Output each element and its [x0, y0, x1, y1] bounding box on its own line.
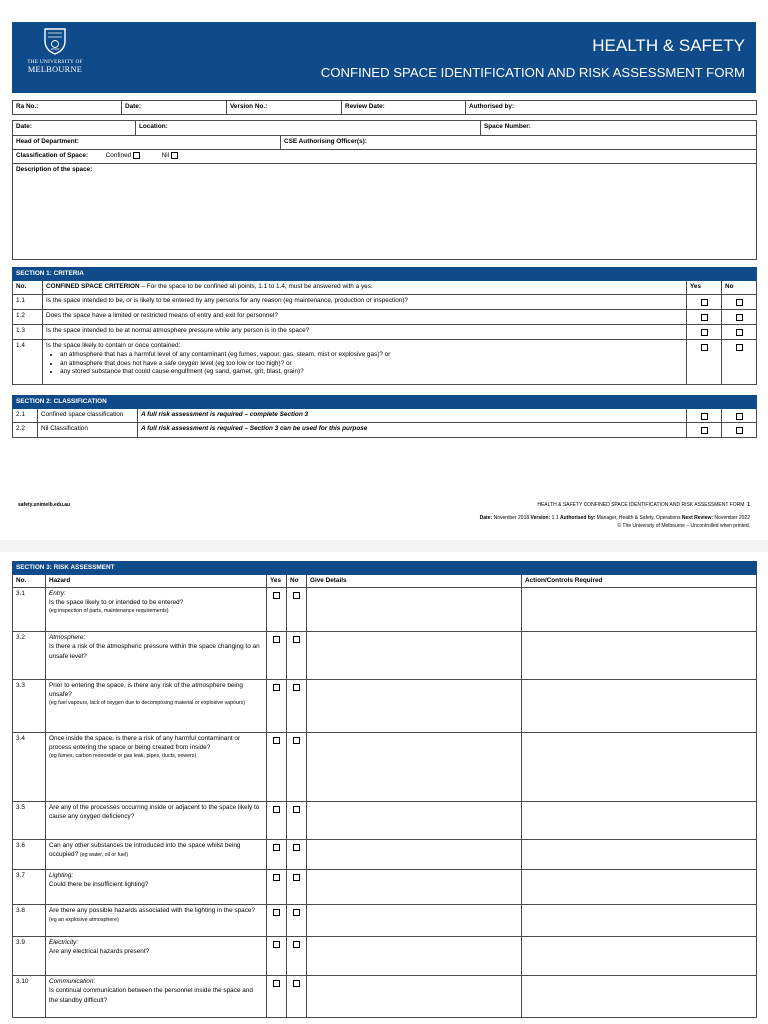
criterion-heading: CONFINED SPACE CRITERION	[46, 283, 140, 290]
hazard-question: Are there any possible hazards associated with the lighting in the space?	[49, 907, 256, 914]
hazard-no: 3.7	[13, 870, 46, 905]
hazard-3-7-yes-checkbox[interactable]	[273, 874, 280, 881]
hazard-no: 3.2	[13, 632, 46, 680]
authorised-by-field[interactable]: Authorised by:	[466, 101, 757, 115]
criteria-1-3-no-checkbox[interactable]	[736, 329, 743, 336]
hazard-no: 3.4	[13, 733, 46, 802]
hazard-cell	[46, 976, 267, 1018]
hazard-3-5-yes-checkbox[interactable]	[273, 806, 280, 813]
hazard-question: Is continual communication between the personnel inside the space and the standby difficult?	[49, 987, 253, 1004]
hazard-question: Once inside the space, is there a risk of any harmful contaminant or process entering the space or being created from inside?	[49, 735, 241, 752]
hazard-3-8-no-checkbox[interactable]	[293, 909, 300, 916]
hazard-cell	[46, 870, 267, 905]
hazard-3-8-action-field[interactable]	[522, 905, 757, 937]
section3-table	[12, 561, 757, 1018]
criteria-bullet: • an atmosphere that does not have a safe oxygen level (eg too low or too high)? or	[60, 360, 683, 368]
hazard-cell	[46, 632, 267, 680]
hazard-3-10-yes-checkbox[interactable]	[273, 980, 280, 987]
footer-date-value: November 2018	[493, 515, 530, 521]
hazard-question: Prior to entering the space, is there any risk of the atmosphere being unsafe?	[49, 682, 243, 699]
header-subtitle: CONFINED SPACE IDENTIFICATION AND RISK ASSESSMENT FORM	[320, 65, 745, 80]
footer-date-label: Date:	[479, 515, 493, 521]
criterion-instruction: – For the space to be confined all points, 1.1 to 1.4, must be answered with a yes.	[139, 283, 373, 290]
footer-page-number: 1	[747, 502, 750, 508]
criteria-text: Is the space likely to contain or once contained:	[46, 342, 181, 349]
university-logo	[24, 26, 86, 88]
criteria-no: 1.4	[13, 340, 43, 385]
footer-copyright: © The University of Melbourne – Uncontrolled when printed.	[617, 522, 750, 529]
section3-col-no2: No	[287, 575, 307, 588]
logo-line2: MELBOURNE	[27, 65, 83, 74]
hazard-3-10-details-field[interactable]	[307, 976, 522, 1018]
classification-2-2-yes-checkbox[interactable]	[701, 427, 708, 434]
footer-auth-label: Authorised by:	[560, 515, 596, 521]
hazard-no: 3.3	[13, 680, 46, 733]
hazard-cell	[46, 588, 267, 632]
head-of-department-field[interactable]: Head of Department:	[13, 136, 281, 150]
hazard-3-1-action-field[interactable]	[522, 588, 757, 632]
hazard-3-8-yes-checkbox[interactable]	[273, 909, 280, 916]
hazard-label: Entry:	[49, 590, 66, 597]
hazard-3-4-details-field[interactable]	[307, 733, 522, 802]
criteria-text: Is the space intended to be, or is likely to be entered by any persons for any reason (eg maintenance, production or inspection)?	[43, 295, 687, 310]
hazard-question: Can any other substances be introduced into the space whilst being occupied?	[49, 842, 241, 859]
classification-label: Nil Classification	[38, 423, 138, 437]
location-field[interactable]: Location:	[136, 121, 481, 136]
confined-label: Confined	[105, 152, 132, 159]
hazard-cell	[46, 802, 267, 840]
details-table	[12, 120, 757, 260]
criteria-no: 1.1	[13, 295, 43, 310]
classification-2-2-no-checkbox[interactable]	[736, 427, 743, 434]
details-row1-table	[12, 100, 757, 115]
criteria-text: Is the space intended to be at normal atmosphere pressure while any person is in the space?	[43, 325, 687, 340]
section3-col-hazard: Hazard	[46, 575, 267, 588]
page-divider	[0, 540, 768, 552]
hazard-question: Is the space likely to or intended to be entered?	[49, 599, 184, 607]
hazard-3-3-details-field[interactable]	[307, 680, 522, 733]
hazard-no: 3.8	[13, 905, 46, 937]
hazard-cell	[46, 937, 267, 976]
hazard-3-5-details-field[interactable]	[307, 802, 522, 840]
criteria-1-4-cell	[43, 340, 687, 385]
review-date-field[interactable]: Review Date:	[342, 101, 466, 115]
classification-label: Confined space classification	[38, 409, 138, 423]
criteria-no: 1.2	[13, 310, 43, 325]
section3-title: SECTION 3: RISK ASSESSMENT	[13, 562, 757, 575]
criteria-1-4-no-checkbox[interactable]	[736, 344, 743, 351]
hazard-no: 3.9	[13, 937, 46, 976]
nil-checkbox[interactable]	[171, 152, 178, 159]
hazard-3-1-details-field[interactable]	[307, 588, 522, 632]
logo-line1: THE UNIVERSITY OF	[27, 59, 83, 65]
hazard-label: Electricity:	[49, 939, 79, 946]
criteria-1-2-no-checkbox[interactable]	[736, 314, 743, 321]
hazard-label: Communication:	[49, 978, 96, 985]
hazard-3-4-action-field[interactable]	[522, 733, 757, 802]
cse-officer-field[interactable]: CSE Authorising Officer(s):	[281, 136, 757, 150]
hazard-3-7-details-field[interactable]	[307, 870, 522, 905]
hazard-note: (eg inspection of parts, maintenance requirements)	[49, 607, 169, 614]
hazard-cell	[46, 840, 267, 870]
hazard-3-1-no-checkbox[interactable]	[293, 592, 300, 599]
section3-col-details: Give Details	[307, 575, 522, 588]
criteria-bullets	[46, 351, 683, 376]
footer-auth-value: Manager, Health & Safety, Operations	[596, 515, 681, 521]
hazard-3-8-details-field[interactable]	[307, 905, 522, 937]
hazard-3-9-details-field[interactable]	[307, 937, 522, 976]
footer-meta-line	[480, 515, 750, 523]
classification-2-1-no-checkbox[interactable]	[736, 413, 743, 420]
hazard-no: 3.10	[13, 976, 46, 1018]
classification-row	[13, 150, 757, 164]
classification-2-1-yes-checkbox[interactable]	[701, 413, 708, 420]
hazard-3-4-no-checkbox[interactable]	[293, 737, 300, 744]
hazard-3-3-no-checkbox[interactable]	[293, 684, 300, 691]
hazard-cell	[46, 733, 267, 802]
criteria-bullet: • an atmosphere that has a harmful level of any contaminant (eg fumes, vapour, gas, steam, mist or explosive gas)? or	[60, 351, 683, 359]
section1-col-no: No.	[13, 281, 43, 295]
classification-label: Classification of Space:	[16, 152, 89, 159]
section1-title: SECTION 1: CRITERIA	[13, 268, 757, 281]
section1-col-yes: Yes	[687, 281, 722, 295]
hazard-label: Lighting:	[49, 872, 74, 879]
section1-col-criterion	[43, 281, 687, 295]
hazard-3-1-yes-checkbox[interactable]	[273, 592, 280, 599]
hazard-cell	[46, 905, 267, 937]
hazard-3-2-yes-checkbox[interactable]	[273, 636, 280, 643]
hazard-3-6-details-field[interactable]	[307, 840, 522, 870]
hazard-3-6-no-checkbox[interactable]	[293, 844, 300, 851]
hazard-3-5-no-checkbox[interactable]	[293, 806, 300, 813]
hazard-3-2-no-checkbox[interactable]	[293, 636, 300, 643]
criteria-text: Does the space have a limited or restricted means of entry and exit for personnel?	[43, 310, 687, 325]
classification-no: 2.2	[13, 423, 38, 437]
version-no-field[interactable]: Version No.:	[227, 101, 342, 115]
hazard-3-10-action-field[interactable]	[522, 976, 757, 1018]
header-title: HEALTH & SAFETY	[592, 36, 745, 55]
space-number-field[interactable]: Space Number:	[481, 121, 757, 136]
section3-col-action: Action/Controls Required	[522, 575, 757, 588]
hazard-3-3-yes-checkbox[interactable]	[273, 684, 280, 691]
classification-no: 2.1	[13, 409, 38, 423]
crest-icon	[42, 27, 68, 55]
section1-table	[12, 267, 757, 385]
section3-col-yes: Yes	[267, 575, 287, 588]
criteria-1-3-yes-checkbox[interactable]	[701, 329, 708, 336]
criteria-no: 1.3	[13, 325, 43, 340]
criteria-bullet: • any stored substance that could cause engulfment (eg sand, garnet, grit, blast, grain)?	[60, 368, 683, 376]
section2-table	[12, 395, 757, 438]
confined-checkbox[interactable]	[133, 152, 140, 159]
description-field[interactable]: Description of the space:	[13, 164, 757, 260]
footer-site: safety.unimelb.edu.au	[18, 502, 71, 508]
header-banner	[12, 22, 756, 93]
hazard-question: Is there a risk of the atmospheric pressure within the space changing to an unsafe level?	[49, 643, 260, 660]
hazard-question: Are any of the processes occurring inside or adjacent to the space likely to cause any oxygen deficiency?	[49, 804, 260, 821]
hazard-3-6-action-field[interactable]	[522, 840, 757, 870]
hazard-3-7-action-field[interactable]	[522, 870, 757, 905]
criteria-1-1-yes-checkbox[interactable]	[701, 299, 708, 306]
footer-version-label: Version:	[530, 515, 551, 521]
section2-title: SECTION 2: CLASSIFICATION	[13, 396, 757, 409]
hazard-note: (eg water, oil or fuel)	[79, 852, 128, 859]
nil-label: Nil	[161, 152, 170, 159]
criteria-1-2-yes-checkbox[interactable]	[701, 314, 708, 321]
hazard-no: 3.6	[13, 840, 46, 870]
criteria-1-1-no-checkbox[interactable]	[736, 299, 743, 306]
hazard-3-4-yes-checkbox[interactable]	[273, 737, 280, 744]
hazard-cell	[46, 680, 267, 733]
classification-note: A full risk assessment is required – complete Section 3	[138, 409, 687, 423]
footer-version-value: 1.1	[551, 515, 559, 521]
hazard-3-9-yes-checkbox[interactable]	[273, 941, 280, 948]
section1-col-no2: No	[722, 281, 757, 295]
hazard-3-10-no-checkbox[interactable]	[293, 980, 300, 987]
hazard-3-3-action-field[interactable]	[522, 680, 757, 733]
hazard-no: 3.5	[13, 802, 46, 840]
footer-form-name: HEALTH & SAFETY CONFINED SPACE IDENTIFICATION AND RISK ASSESSMENT FORM	[537, 502, 745, 508]
footer-meta	[480, 515, 750, 530]
hazard-no: 3.1	[13, 588, 46, 632]
hazard-note: (eg an explosive atmosphere)	[49, 917, 119, 924]
details-date-field[interactable]: Date:	[13, 121, 136, 136]
hazard-question: Could there be insufficient lighting?	[49, 881, 149, 889]
hazard-3-7-no-checkbox[interactable]	[293, 874, 300, 881]
criteria-1-4-yes-checkbox[interactable]	[701, 344, 708, 351]
section3-col-no: No.	[13, 575, 46, 588]
classification-note: A full risk assessment is required – Section 3 can be used for this purpose	[138, 423, 687, 437]
hazard-label: Atmosphere:	[49, 634, 86, 641]
hazard-3-6-yes-checkbox[interactable]	[273, 844, 280, 851]
footer-form-title	[537, 502, 750, 508]
hazard-question: Are any electrical hazards present?	[49, 948, 150, 956]
hazard-3-9-action-field[interactable]	[522, 937, 757, 976]
footer-review-label: Next Review:	[681, 515, 714, 521]
footer-review-value: November 2022	[714, 515, 750, 521]
hazard-3-5-action-field[interactable]	[522, 802, 757, 840]
hazard-3-2-action-field[interactable]	[522, 632, 757, 680]
date-field[interactable]: Date:	[122, 101, 227, 115]
ra-no-field[interactable]: Ra No.:	[13, 101, 122, 115]
hazard-note: (eg fuel vapours, lack of oxygen due to decomposing material or explosive vapours)	[49, 699, 246, 706]
hazard-note: (eg fumes, carbon monoxide or gas leak, pipes, ducts, sewers)	[49, 752, 197, 759]
hazard-3-2-details-field[interactable]	[307, 632, 522, 680]
hazard-3-9-no-checkbox[interactable]	[293, 941, 300, 948]
